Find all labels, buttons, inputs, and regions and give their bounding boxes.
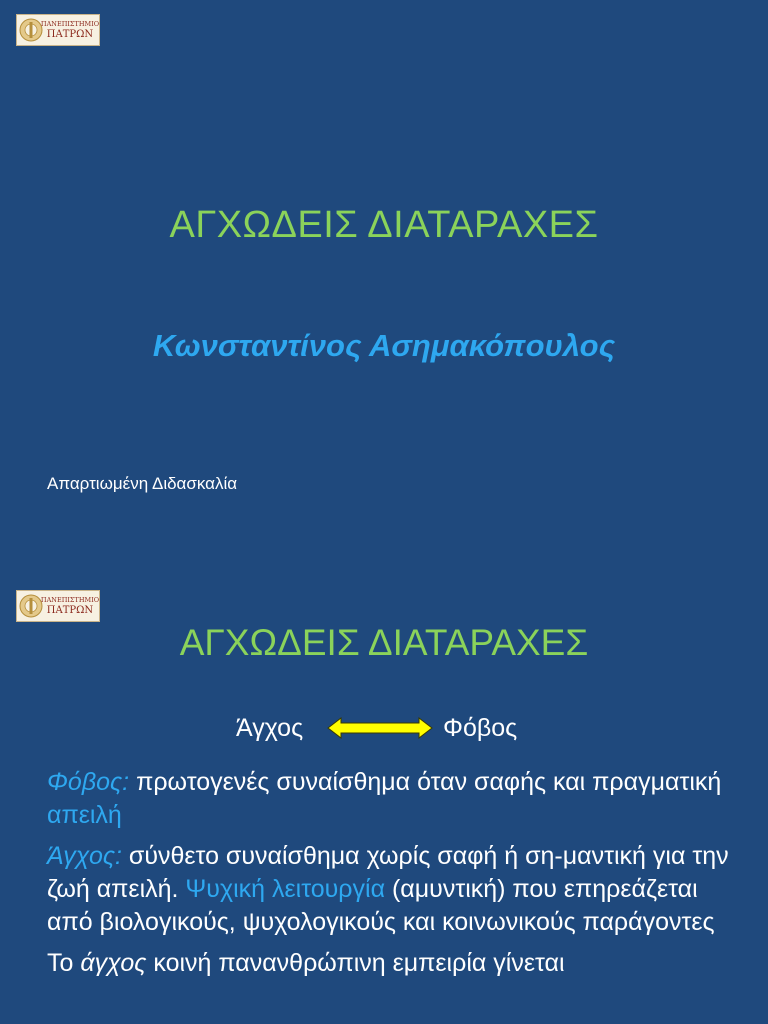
fear-definition	[47, 766, 747, 832]
fear-label: Φόβος	[443, 714, 518, 742]
anxiety-text-1: σύνθετο συναίσθημα χωρίς σαφή ή ση-μαντική για την ζωή απειλή.	[47, 842, 729, 903]
anxiety-fear-relation	[0, 708, 768, 748]
author-name: Κωνσταντίνος Ασημακόπουλος	[152, 328, 616, 363]
slide-title-heading: ΑΓΧΩΔΕΙΣ ΔΙΑΤΑΡΑΧΕΣ	[169, 204, 599, 246]
anxiety-italic: άγχος	[80, 949, 147, 977]
anxiety-text-2: (αμυντική) που επηρεάζεται από βιολογικούς, ψυχολογικούς και κοινωνικούς παράγοντες	[47, 875, 715, 936]
double-arrow-icon	[327, 717, 433, 739]
anxiety-term: Άγχος:	[47, 842, 122, 870]
slide-content	[0, 576, 768, 1024]
psychic-function-highlight: Ψυχική λειτουργία	[185, 875, 386, 903]
common-text-2: κοινή πανανθρώπινη εμπειρία γίνεται	[146, 949, 565, 977]
fear-text: πρωτογενές συναίσθημα όταν σαφής και πραγματική	[129, 768, 722, 796]
fear-term: Φόβος:	[47, 768, 130, 796]
university-logo	[16, 14, 100, 46]
svg-text:ΠΑΝΕΠΙΣΤΗΜΙΟ: ΠΑΝΕΠΙΣΤΗΜΙΟ	[40, 20, 99, 28]
threat-highlight: απειλή	[47, 801, 122, 829]
svg-text:ΠΑΤΡΩΝ: ΠΑΤΡΩΝ	[46, 29, 94, 40]
anxiety-definition	[47, 840, 747, 939]
slide-heading: ΑΓΧΩΔΕΙΣ ΔΙΑΤΑΡΑΧΕΣ	[179, 622, 589, 663]
anxiety-common-experience	[47, 947, 747, 980]
slide-body	[47, 766, 747, 988]
course-label: Απαρτιωμένη Διδασκαλία	[47, 474, 238, 493]
svg-text:ΠΑΤΡΩΝ: ΠΑΤΡΩΝ	[46, 605, 94, 616]
common-text-1: Το	[47, 949, 81, 977]
anxiety-label: Άγχος	[236, 714, 304, 742]
university-logo	[16, 590, 100, 622]
svg-text:ΠΑΝΕΠΙΣΤΗΜΙΟ: ΠΑΝΕΠΙΣΤΗΜΙΟ	[40, 596, 99, 604]
